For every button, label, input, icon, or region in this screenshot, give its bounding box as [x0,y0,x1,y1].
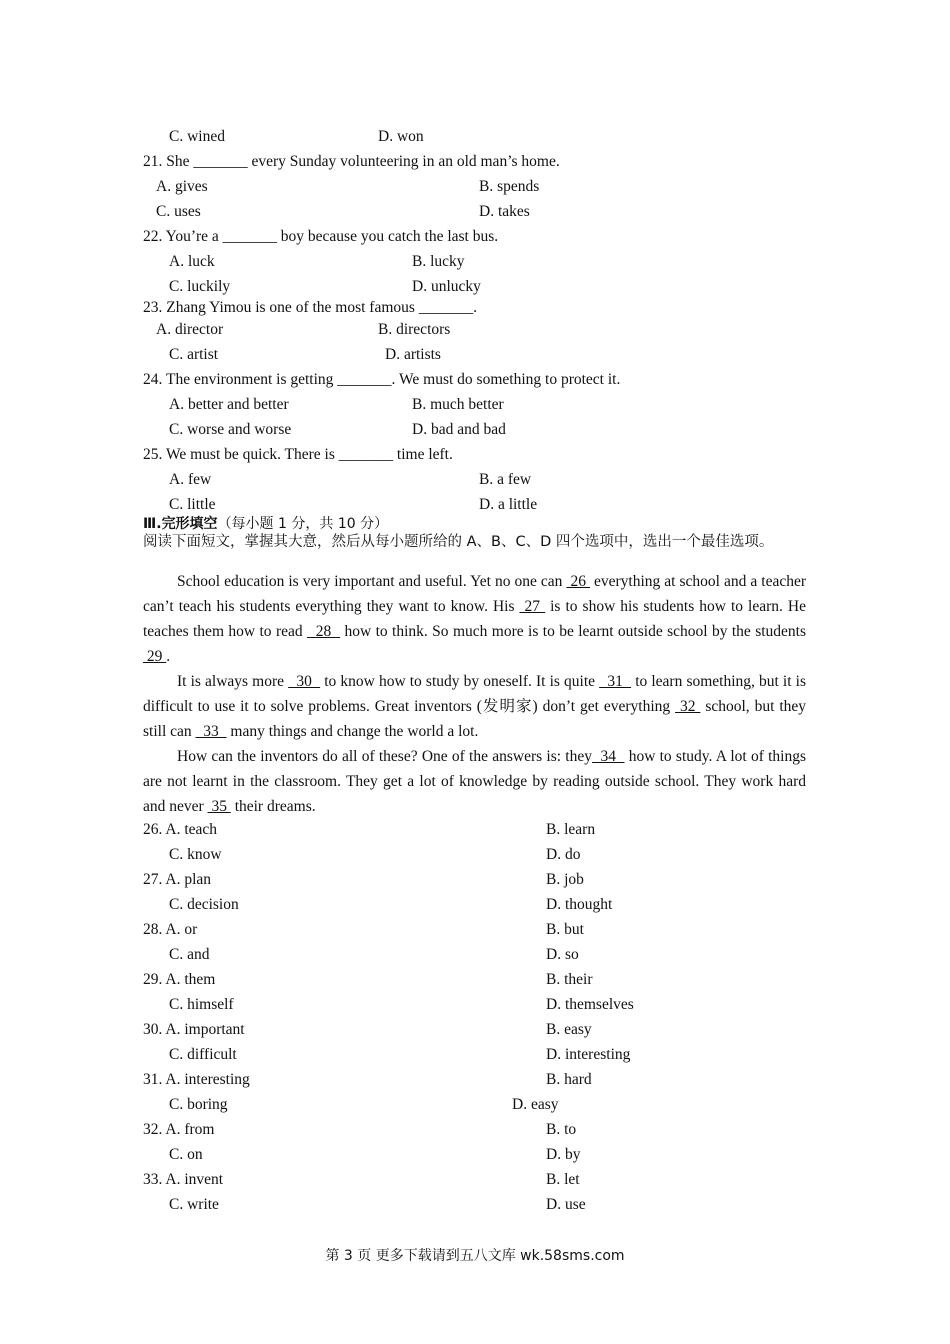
passage-text: how to think. So much more is to be learnt outside school by the students [340,623,807,640]
q21-option-c: C. uses [156,203,201,220]
cloze-number: 27. [143,871,163,888]
option-a: A. important [165,1021,245,1038]
cloze-26-option-a [143,820,217,840]
cloze-26-option-d: D. do [546,846,581,863]
cloze-27-option-c: C. decision [169,896,239,913]
q21-option-a: A. gives [156,178,208,195]
passage-text: to learn something, but it is difficult to use it to solve problems. Great inventors (发明家) don’t get everything [143,673,807,715]
q21-stem: 21. She _______ every Sunday volunteering in an old man’s home. [143,153,560,170]
q24-stem: 24. The environment is getting _______. We must do something to protect it. [143,371,621,388]
cloze-29-option-b: B. their [546,971,593,988]
blank-28: 28 [307,623,341,640]
q24-option-a: A. better and better [169,396,289,413]
blank-35: 35 [207,798,231,815]
section-heading [143,514,388,534]
option-a: A. from [165,1121,215,1138]
cloze-29-option-a [143,970,215,990]
cloze-number: 29. [143,971,163,988]
section-number: Ⅲ. [143,516,162,532]
cloze-31-option-b: B. hard [546,1071,592,1088]
blank-26: 26 [566,573,590,590]
blank-29: 29 [143,648,167,665]
passage-text: School education is very important and useful. Yet no one can [177,573,567,590]
q25-stem: 25. We must be quick. There is _______ time left. [143,446,453,463]
passage-text: to know how to study by oneself. It is quite [320,673,600,690]
option-a: A. them [165,971,216,988]
q22-option-b: B. lucky [412,253,465,270]
cloze-29-option-c: C. himself [169,996,234,1013]
passage-text: their dreams. [230,798,316,815]
cloze-33-option-a [143,1170,223,1190]
cloze-28-option-b: B. but [546,921,584,938]
option-a: A. invent [165,1171,224,1188]
section-instruction: 阅读下面短文，掌握其大意，然后从每小题所给的 A、B、C、D 四个选项中，选出一个最佳选项。 [143,534,774,550]
cloze-number: 28. [143,921,163,938]
passage-text: is to show his students how to learn. He teaches them how to read [143,598,806,640]
blank-27: 27 [519,598,546,615]
blank-34: 34 [591,748,625,765]
cloze-31-option-c: C. boring [169,1096,228,1113]
passage-text: everything at school and a teacher can’t teach his students everything they want to know. His [143,573,807,615]
passage-text: How can the inventors do all of these? One of the answers is: they [177,748,592,765]
passage-text: . [166,648,171,665]
q24-option-d: D. bad and bad [412,421,506,438]
passage-paragraph-1 [143,569,806,669]
passage-text: many things and change the world a lot. [226,723,479,740]
cloze-30-option-a [143,1020,245,1040]
q23-option-b: B. directors [378,321,451,338]
q22-option-d: D. unlucky [412,278,481,295]
q20-option-c: C. wined [169,128,225,145]
cloze-27-option-a [143,870,211,890]
q25-option-b: B. a few [479,471,532,488]
q22-stem: 22. You’re a _______ boy because you catch the last bus. [143,228,499,245]
q23-option-d: D. artists [385,346,441,363]
cloze-number: 32. [143,1121,163,1138]
passage-text: school, but they still can [143,698,807,740]
cloze-29-option-d: D. themselves [546,996,634,1013]
cloze-31-option-a [143,1070,250,1090]
passage-paragraph-2 [143,669,806,744]
blank-33: 33 [195,723,227,740]
q25-option-d: D. a little [479,496,538,513]
q20-option-d: D. won [378,128,424,145]
cloze-26-option-c: C. know [169,846,222,863]
passage-text: It is always more [177,673,289,690]
q23-stem: 23. Zhang Yimou is one of the most famous _______. [143,299,477,316]
q25-option-a: A. few [169,471,212,488]
section-score-note: （每小题 1 分，共 10 分） [217,516,389,532]
q25-option-c: C. little [169,496,216,513]
q21-option-b: B. spends [479,178,540,195]
q23-option-c: C. artist [169,346,219,363]
cloze-27-option-d: D. thought [546,896,613,913]
cloze-32-option-c: C. on [169,1146,203,1163]
q21-option-d: D. takes [479,203,530,220]
cloze-31-option-d: D. easy [512,1096,559,1113]
cloze-number: 26. [143,821,163,838]
q22-option-c: C. luckily [169,278,231,295]
cloze-28-option-c: C. and [169,946,210,963]
cloze-32-option-a [143,1120,214,1140]
option-a: A. or [165,921,198,938]
q24-option-c: C. worse and worse [169,421,292,438]
option-a: A. teach [165,821,218,838]
blank-32: 32 [675,698,701,715]
blank-31: 31 [599,673,632,690]
cloze-33-option-c: C. write [169,1196,219,1213]
option-a: A. plan [165,871,212,888]
passage-text: how to study. A lot of things are not learnt in the classroom. They get a lot of knowledge by reading outside school. They work hard and never [143,748,807,815]
cloze-30-option-b: B. easy [546,1021,592,1038]
cloze-28-option-a [143,920,197,940]
passage-paragraph-3 [143,744,806,819]
blank-30: 30 [288,673,321,690]
q23-option-a: A. director [156,321,224,338]
page-footer: 第 3 页 更多下载请到五八文库 wk.58sms.com [325,1248,625,1264]
cloze-number: 30. [143,1021,163,1038]
cloze-32-option-b: B. to [546,1121,577,1138]
option-a: A. interesting [165,1071,250,1088]
cloze-28-option-d: D. so [546,946,579,963]
q24-option-b: B. much better [412,396,504,413]
cloze-30-option-c: C. difficult [169,1046,237,1063]
cloze-26-option-b: B. learn [546,821,596,838]
section-title: 完形填空 [161,516,218,532]
cloze-number: 31. [143,1071,163,1088]
cloze-number: 33. [143,1171,163,1188]
cloze-33-option-b: B. let [546,1171,580,1188]
cloze-33-option-d: D. use [546,1196,586,1213]
cloze-30-option-d: D. interesting [546,1046,631,1063]
cloze-32-option-d: D. by [546,1146,581,1163]
cloze-27-option-b: B. job [546,871,584,888]
q22-option-a: A. luck [169,253,215,270]
